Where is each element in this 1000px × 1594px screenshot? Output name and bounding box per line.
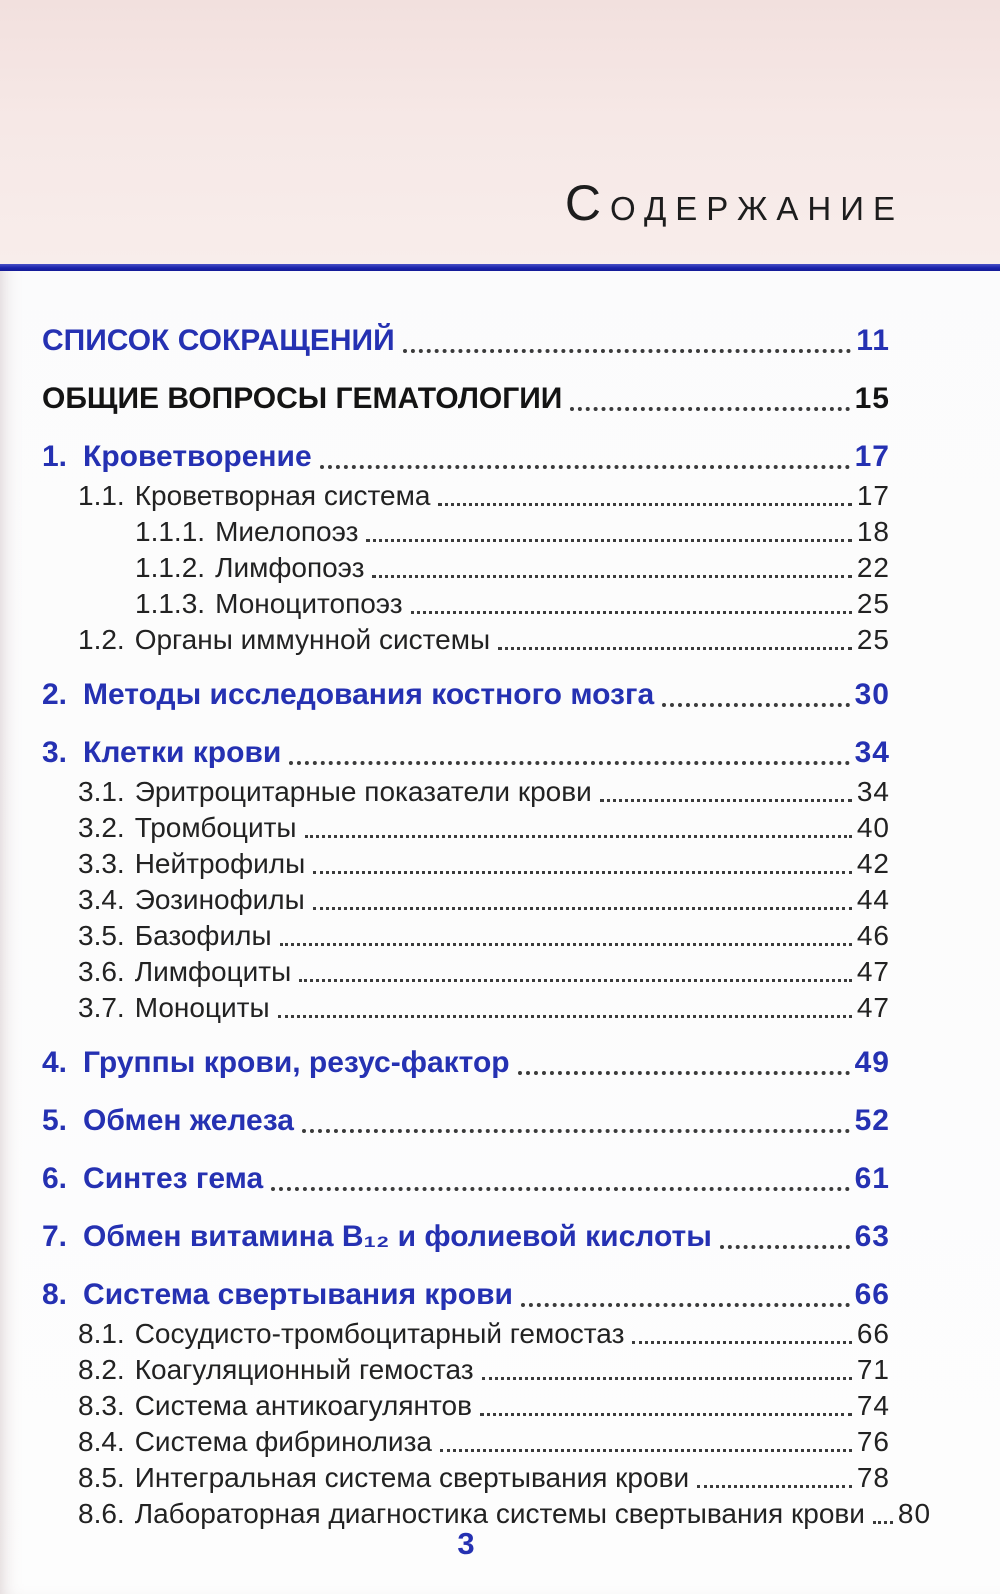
toc-entry-label: Система антикоагулянтов: [134, 1390, 472, 1421]
toc-entry-label: Эозинофилы: [134, 884, 305, 915]
toc-entry: [42, 674, 890, 716]
dot-leader: [289, 761, 849, 765]
toc-entry-number: 8.5.: [78, 1462, 125, 1493]
toc-entry-label: Базофилы: [134, 920, 272, 951]
toc-entry: [78, 1316, 890, 1352]
toc-entry: [78, 1388, 890, 1424]
dot-leader: [570, 407, 849, 411]
dot-leader: [632, 1341, 851, 1344]
toc-entry-page: 66: [856, 1318, 890, 1349]
toc-entry-page: 42: [856, 848, 890, 879]
toc-entry-label: Органы иммунной системы: [134, 624, 491, 655]
dot-leader: [873, 1521, 893, 1524]
toc-entry-number: 4.: [42, 1046, 68, 1079]
toc-entry: [42, 732, 890, 774]
toc-entry-page: 40: [856, 812, 890, 843]
toc-entry-label: Тромбоциты: [134, 812, 297, 843]
toc-entry-label: Кроветворение: [83, 440, 312, 473]
toc-entry-number: 7.: [42, 1220, 68, 1253]
toc-entry: [78, 622, 890, 658]
toc-entry-number: 3.2.: [78, 812, 125, 843]
toc-entry-label: Моноцитопоэз: [215, 588, 403, 619]
toc-entry-page: 22: [856, 552, 890, 583]
toc-entry-page: 44: [856, 884, 890, 915]
toc-entry-number: 1.: [42, 440, 68, 473]
toc-entry-page: 46: [856, 920, 890, 951]
toc-entry: [78, 882, 890, 918]
toc-entry: [78, 1424, 890, 1460]
dot-leader: [403, 349, 852, 353]
dot-leader: [480, 1413, 852, 1416]
toc-entry-number: 3.1.: [78, 776, 125, 807]
toc-entry-page: 17: [854, 440, 890, 473]
dot-leader: [518, 1071, 850, 1075]
toc-entry-page: 47: [856, 956, 890, 987]
toc-entry-page: 34: [856, 776, 890, 807]
toc-entry: [78, 1460, 890, 1496]
toc-entry-label: Интегральная система свертывания крови: [134, 1462, 690, 1493]
toc-entry-number: 2.: [42, 678, 68, 711]
toc-entry-page: 76: [856, 1426, 890, 1457]
toc-entry-number: 8.1.: [78, 1318, 125, 1349]
toc-entry: [78, 774, 890, 810]
toc-entry-number: 8.6.: [78, 1498, 125, 1529]
dot-leader: [411, 611, 852, 614]
dot-leader: [440, 1449, 852, 1452]
toc-entry-page: 47: [856, 992, 890, 1023]
toc-entry: [42, 1216, 890, 1258]
dot-leader: [600, 799, 852, 802]
toc-entry: [135, 586, 890, 622]
toc-entry-number: 1.1.1.: [135, 516, 206, 547]
toc-entry-page: 66: [854, 1278, 890, 1311]
toc-entry: [42, 320, 890, 362]
toc-entry: [42, 1274, 890, 1316]
toc-entry-page: 63: [854, 1220, 890, 1253]
dot-leader: [438, 503, 851, 506]
toc-entry-number: 8.3.: [78, 1390, 125, 1421]
toc-entry-number: 3.7.: [78, 992, 125, 1023]
toc-entry: [42, 1042, 890, 1084]
toc-entry: [78, 810, 890, 846]
page-title: СОДЕРЖАНИЕ: [564, 175, 904, 231]
dot-leader: [697, 1485, 852, 1488]
toc-entry-label: Коагуляционный гемостаз: [134, 1354, 474, 1385]
toc-entry-number: 1.1.2.: [135, 552, 206, 583]
toc-entry-page: 25: [856, 588, 890, 619]
toc-entry-label: Система свертывания крови: [83, 1278, 513, 1311]
toc-entry-label: Лимфоциты: [134, 956, 292, 987]
toc-entry-label: Кроветворная система: [134, 480, 431, 511]
toc-entry-label: Обмен витамина В₁₂ и фолиевой кислоты: [83, 1220, 712, 1253]
footer-page-number: 3: [457, 1526, 475, 1561]
dot-leader: [662, 703, 849, 707]
toc-entry-page: 15: [854, 382, 890, 415]
toc-entry-page: 34: [854, 736, 890, 769]
toc-entry: [78, 478, 890, 514]
dot-leader: [305, 835, 852, 838]
toc-entry: [135, 550, 890, 586]
toc-entry: [42, 436, 890, 478]
toc-entry: [78, 954, 890, 990]
toc-entry-number: 1.2.: [78, 624, 125, 655]
toc-entry-page: 18: [856, 516, 890, 547]
dot-leader: [299, 979, 852, 982]
dot-leader: [482, 1377, 852, 1380]
toc-entry: [42, 1100, 890, 1142]
dot-leader: [280, 943, 852, 946]
toc-entry-number: 8.4.: [78, 1426, 125, 1457]
toc-entry-label: Сосудисто-тромбоцитарный гемостаз: [134, 1318, 625, 1349]
dot-leader: [720, 1245, 850, 1249]
divider-rule: [0, 264, 1000, 271]
toc-entry-number: 3.: [42, 736, 68, 769]
toc-entry-page: 52: [854, 1104, 890, 1137]
toc-entry-label: Методы исследования костного мозга: [83, 678, 655, 711]
toc-entry-number: 1.1.3.: [135, 588, 206, 619]
dot-leader: [313, 871, 852, 874]
table-of-contents: [42, 272, 932, 1532]
toc-entry-number: 3.4.: [78, 884, 125, 915]
dot-leader: [302, 1129, 850, 1133]
toc-entry-label: Лабораторная диагностика системы свертывания крови: [134, 1498, 865, 1529]
dot-leader: [271, 1187, 849, 1191]
toc-entry-label: Группы крови, резус-фактор: [83, 1046, 510, 1079]
toc-entry: [42, 1158, 890, 1200]
toc-entry-page: 11: [856, 324, 890, 357]
toc-entry-label: Миелопоэз: [215, 516, 359, 547]
toc-entry-label: Система фибринолиза: [134, 1426, 432, 1457]
toc-entry-page: 74: [856, 1390, 890, 1421]
toc-entry-page: 61: [854, 1162, 890, 1195]
toc-entry-label: Лимфопоэз: [215, 552, 365, 583]
toc-entry-number: 3.5.: [78, 920, 125, 951]
toc-entry: [78, 990, 890, 1026]
toc-entry-number: 6.: [42, 1162, 68, 1195]
toc-entry-label: Моноциты: [134, 992, 270, 1023]
toc-entry-number: 8.: [42, 1278, 68, 1311]
toc-entry-label: Синтез гема: [83, 1162, 264, 1195]
toc-entry-label: Обмен железа: [83, 1104, 294, 1137]
toc-entry-number: 3.3.: [78, 848, 125, 879]
toc-entry-page: 71: [856, 1354, 890, 1385]
toc-entry-page: 49: [854, 1046, 890, 1079]
toc-entry-page: 78: [856, 1462, 890, 1493]
dot-leader: [278, 1015, 852, 1018]
toc-entry-number: 1.1.: [78, 480, 125, 511]
toc-entry: [78, 1352, 890, 1388]
toc-entry-page: 25: [856, 624, 890, 655]
dot-leader: [521, 1303, 850, 1307]
toc-entry-page: 80: [897, 1498, 932, 1529]
toc-entry: [135, 514, 890, 550]
toc-entry: [78, 846, 890, 882]
toc-entry-label: Клетки крови: [83, 736, 282, 769]
toc-entry-label: ОБЩИЕ ВОПРОСЫ ГЕМАТОЛОГИИ: [42, 382, 563, 415]
toc-entry-number: 5.: [42, 1104, 68, 1137]
toc-entry-page: 17: [856, 480, 890, 511]
dot-leader: [372, 575, 851, 578]
toc-entry-label: Эритроцитарные показатели крови: [134, 776, 592, 807]
toc-entry: [42, 378, 890, 420]
dot-leader: [366, 539, 851, 542]
toc-entry-number: 8.2.: [78, 1354, 125, 1385]
dot-leader: [498, 647, 852, 650]
dot-leader: [313, 907, 852, 910]
toc-entry-label: Нейтрофилы: [134, 848, 306, 879]
dot-leader: [320, 465, 850, 469]
toc-entry-page: 30: [854, 678, 890, 711]
toc-entry-label: СПИСОК СОКРАЩЕНИЙ: [42, 324, 395, 357]
toc-entry: [78, 918, 890, 954]
toc-entry-number: 3.6.: [78, 956, 125, 987]
